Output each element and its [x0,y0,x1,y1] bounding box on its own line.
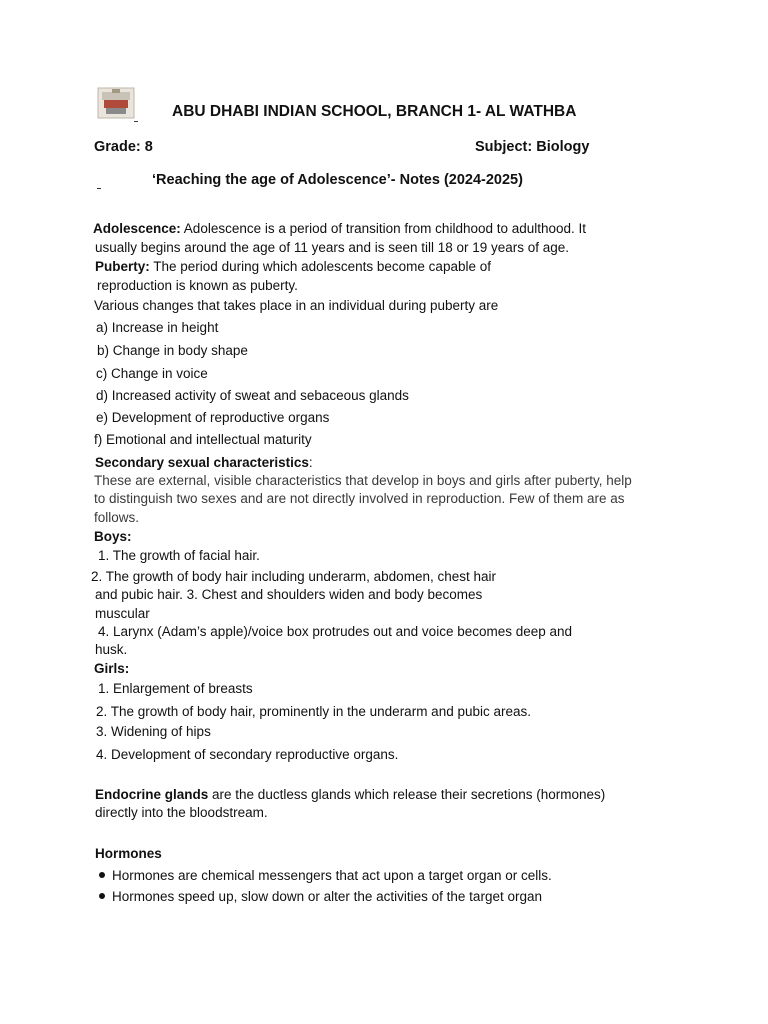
list-item: b) Change in body shape [97,343,248,358]
puberty-term: Puberty: [95,259,150,274]
adolescence-line2: usually begins around the age of 11 years and is seen till 18 or 19 years of age. [95,240,570,255]
hormones-bullet-text: Hormones are chemical messengers that act upon a target organ or cells. [112,868,552,883]
hormones-heading: Hormones [95,846,162,861]
puberty-line1: The period during which adolescents become capable of [149,259,491,274]
girls-line: 2. The growth of body hair, prominently in the underarm and pubic areas. [96,704,532,719]
school-logo-icon [96,86,136,120]
puberty-intro: Various changes that takes place in an individual during puberty are [94,298,499,313]
boys-line: husk. [95,642,128,657]
boys-line: muscular [95,606,150,621]
hormones-bullet-item [99,867,552,885]
secondary-colon: : [308,455,313,470]
adolescence-paragraph [93,220,586,238]
bullet-icon [99,872,105,878]
list-item: e) Development of reproductive organs [96,410,330,425]
secondary-desc-line1: These are external, visible characteristics that develop in boys and girls after puberty, help [94,473,632,488]
hormones-bullet-item [99,888,542,906]
girls-heading: Girls: [94,661,130,676]
puberty-line2: reproduction is known as puberty. [97,278,298,293]
grade-label: Grade: 8 [94,139,153,155]
secondary-desc-line2: to distinguish two sexes and are not directly involved in reproduction. Few of them are as [94,491,625,506]
list-item: a) Increase in height [96,320,219,335]
endocrine-line1: are the ductless glands which release their secretions (hormones) [208,787,606,802]
girls-line: 4. Development of secondary reproductive organs. [96,747,399,762]
hormones-bullet-text: Hormones speed up, slow down or alter the activities of the target organ [112,889,542,904]
girls-line: 1. Enlargement of breasts [98,681,253,696]
list-item: f) Emotional and intellectual maturity [94,432,312,447]
secondary-heading-line [95,454,313,472]
dash-mark [97,188,101,189]
boys-heading: Boys: [94,529,132,544]
school-name: ABU DHABI INDIAN SCHOOL, BRANCH 1- AL WATHBA [172,103,577,120]
list-item: c) Change in voice [96,366,208,381]
adolescence-line1: Adolescence is a period of transition from childhood to adulthood. It [180,221,587,236]
puberty-paragraph [95,258,491,276]
document-title: ‘Reaching the age of Adolescence’- Notes (2024-2025) [152,172,523,188]
bullet-icon [99,893,105,899]
boys-line: 1. The growth of facial hair. [98,548,260,563]
girls-line: 3. Widening of hips [96,724,211,739]
boys-line: 2. The growth of body hair including underarm, abdomen, chest hair [91,569,496,584]
endocrine-paragraph [95,786,605,804]
endocrine-term: Endocrine glands [95,787,209,802]
secondary-heading: Secondary sexual characteristics [95,455,309,470]
secondary-desc-line3: follows. [94,510,140,525]
logo-link-underline [134,121,138,122]
list-item: d) Increased activity of sweat and sebaceous glands [96,388,409,403]
subject-label: Subject: Biology [475,139,590,155]
endocrine-line2: directly into the bloodstream. [95,805,268,820]
boys-line: 4. Larynx (Adam’s apple)/voice box protrudes out and voice becomes deep and [98,624,573,639]
adolescence-term: Adolescence: [93,221,181,236]
boys-line: and pubic hair. 3. Chest and shoulders widen and body becomes [95,587,483,602]
